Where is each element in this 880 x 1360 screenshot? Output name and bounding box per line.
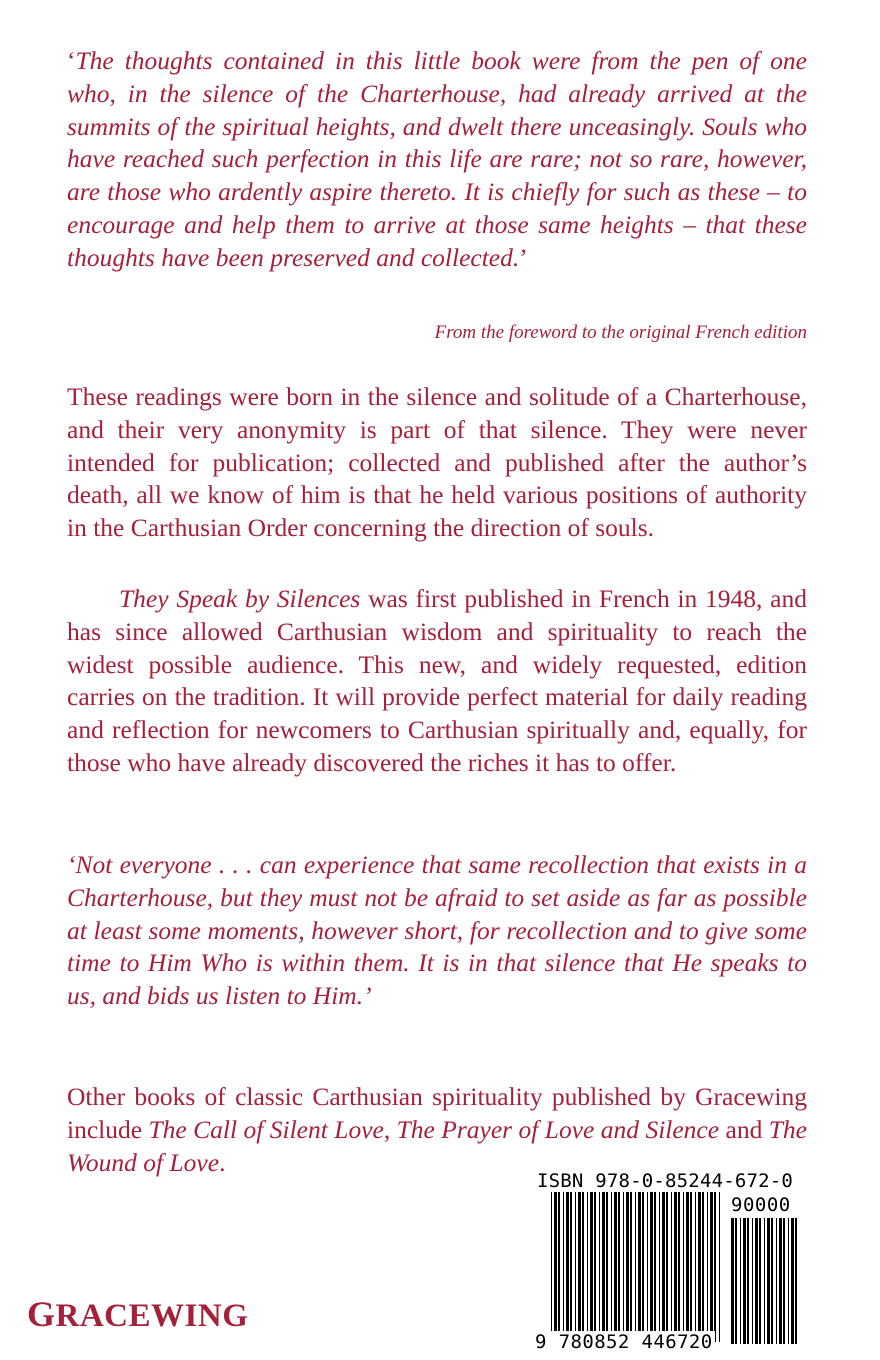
opening-quote-close: ’	[519, 242, 528, 272]
other-books-end: .	[219, 1147, 226, 1177]
addon-bar	[740, 1218, 741, 1344]
other-book-title-2: The Prayer of Love and Silence	[396, 1114, 720, 1144]
ean-bar	[690, 1192, 692, 1342]
addon-bar	[743, 1218, 746, 1344]
opening-quote-text: The thoughts contained in this little book were from the pen of one who, in the silence of the Charterhouse, had already arrived at the summits of the spiritual heights, and dwelt there unceasingly. Souls who have reached such perfection in this life are rare; not so rare, however, are those who ardently aspire thereto. It is chiefly for such as these – to encourage and help them to arrive at those same heights – that these thoughts have been preserved and collected.	[67, 46, 807, 272]
other-books-intro: Other books of classic Carthusian spirituality published by Gracewing include	[67, 1082, 807, 1144]
opening-quote	[67, 45, 807, 275]
other-books-separator-2: and	[719, 1114, 769, 1144]
ean-bar	[623, 1192, 624, 1342]
ean-bar	[587, 1192, 588, 1342]
addon-bar	[795, 1218, 797, 1344]
ean-bar	[590, 1192, 593, 1342]
addon-bar	[767, 1218, 770, 1344]
publisher-logo-initial: G	[27, 1294, 56, 1334]
addon-barcode-bars	[729, 1218, 801, 1344]
ean-bar	[638, 1192, 641, 1342]
addon-bar	[747, 1218, 749, 1344]
ean-bar	[698, 1192, 701, 1342]
ean-bar	[626, 1192, 629, 1342]
ean-bar	[635, 1192, 636, 1342]
ean-bar	[575, 1192, 576, 1342]
ean-bar	[683, 1192, 684, 1342]
description-paragraph-1: These readings were born in the silence and solitude of a Charterhouse, and their very anonymity is part of that silence. They were never intended for publication; collected and published after the author’s death, all we know of him is that he held various positions of authority in the Carthusian Order concerning the direction of souls.	[67, 382, 807, 543]
ean-bar	[578, 1192, 581, 1342]
ean-bar	[618, 1192, 620, 1342]
ean-bar	[659, 1192, 660, 1342]
ean-barcode-bars	[549, 1192, 724, 1342]
ean-bar	[666, 1192, 668, 1342]
addon-bar	[783, 1218, 785, 1344]
addon-bar	[779, 1218, 782, 1344]
addon-bar	[735, 1218, 737, 1344]
ean-bar	[582, 1192, 584, 1342]
ean-bar	[647, 1192, 648, 1342]
ean-bar	[671, 1192, 672, 1342]
ean-bar	[714, 1192, 716, 1342]
ean-bar	[719, 1192, 720, 1342]
isbn-label: ISBN 978-0-85244-672-0	[537, 1170, 794, 1192]
addon-bar	[788, 1218, 789, 1344]
other-books-separator-1: ,	[383, 1114, 397, 1144]
ean-bar	[654, 1192, 656, 1342]
closing-quote: ‘Not everyone . . . can experience that same recollection that exists in a Charterhouse, but they must not be afraid to set aside as far as possible at least some moments, however short, for recollection and to give some time to Him Who is within them. It is in that silence that He speaks to us, and bids us listen to Him.’	[67, 850, 807, 1011]
ean-bar	[707, 1192, 708, 1342]
ean-bar	[554, 1192, 557, 1342]
ean-bar	[642, 1192, 644, 1342]
other-books-paragraph	[67, 1081, 807, 1179]
ean-bar	[599, 1192, 600, 1342]
ean-bar	[606, 1192, 608, 1342]
addon-bar	[791, 1218, 794, 1344]
ean-bar	[611, 1192, 612, 1342]
addon-bar	[771, 1218, 773, 1344]
barcode-digits: 9 780852 446720	[535, 1331, 713, 1353]
ean-bar	[674, 1192, 677, 1342]
addon-bar	[752, 1218, 753, 1344]
ean-bar	[614, 1192, 617, 1342]
ean-bar	[686, 1192, 689, 1342]
addon-bar	[755, 1218, 758, 1344]
quote-attribution: From the foreword to the original French edition	[434, 322, 807, 343]
opening-quote-mark: ‘	[67, 46, 76, 75]
publisher-logo-rest: RACEWING	[55, 1298, 249, 1334]
addon-bar	[731, 1218, 734, 1344]
description-paragraph-2-text: was first published in French in 1948, and has since allowed Carthusian wisdom and spirituality to reach the widest possible audience. This new, and widely requested, edition carries on the tradition. It will provide perfect material for daily reading and reflection for newcomers to Carthusian spiritually and, equally, for those who have already discovered the riches it has to offer.	[67, 584, 807, 777]
publisher-logo	[27, 1296, 248, 1334]
barcode-area	[529, 1168, 809, 1358]
description-paragraph-2	[67, 583, 807, 780]
ean-bar	[662, 1192, 665, 1342]
ean-bar	[695, 1192, 696, 1342]
addon-bar	[776, 1218, 777, 1344]
ean-bar	[594, 1192, 596, 1342]
ean-bar	[551, 1192, 552, 1342]
ean-bar	[566, 1192, 569, 1342]
ean-bar	[558, 1192, 560, 1342]
ean-bar	[710, 1192, 713, 1342]
price-code: 90000	[731, 1194, 791, 1216]
other-book-title-3: The Wound of Love	[67, 1114, 807, 1177]
ean-bar	[630, 1192, 632, 1342]
ean-bar	[602, 1192, 605, 1342]
ean-bar	[702, 1192, 704, 1342]
addon-bar	[759, 1218, 761, 1344]
ean-bar	[570, 1192, 572, 1342]
addon-bar	[764, 1218, 765, 1344]
ean-bar	[563, 1192, 564, 1342]
other-book-title-1: The Call of Silent Love	[148, 1114, 384, 1144]
book-title: They Speak by Silences	[119, 584, 361, 613]
ean-bar	[678, 1192, 680, 1342]
ean-bar	[650, 1192, 653, 1342]
